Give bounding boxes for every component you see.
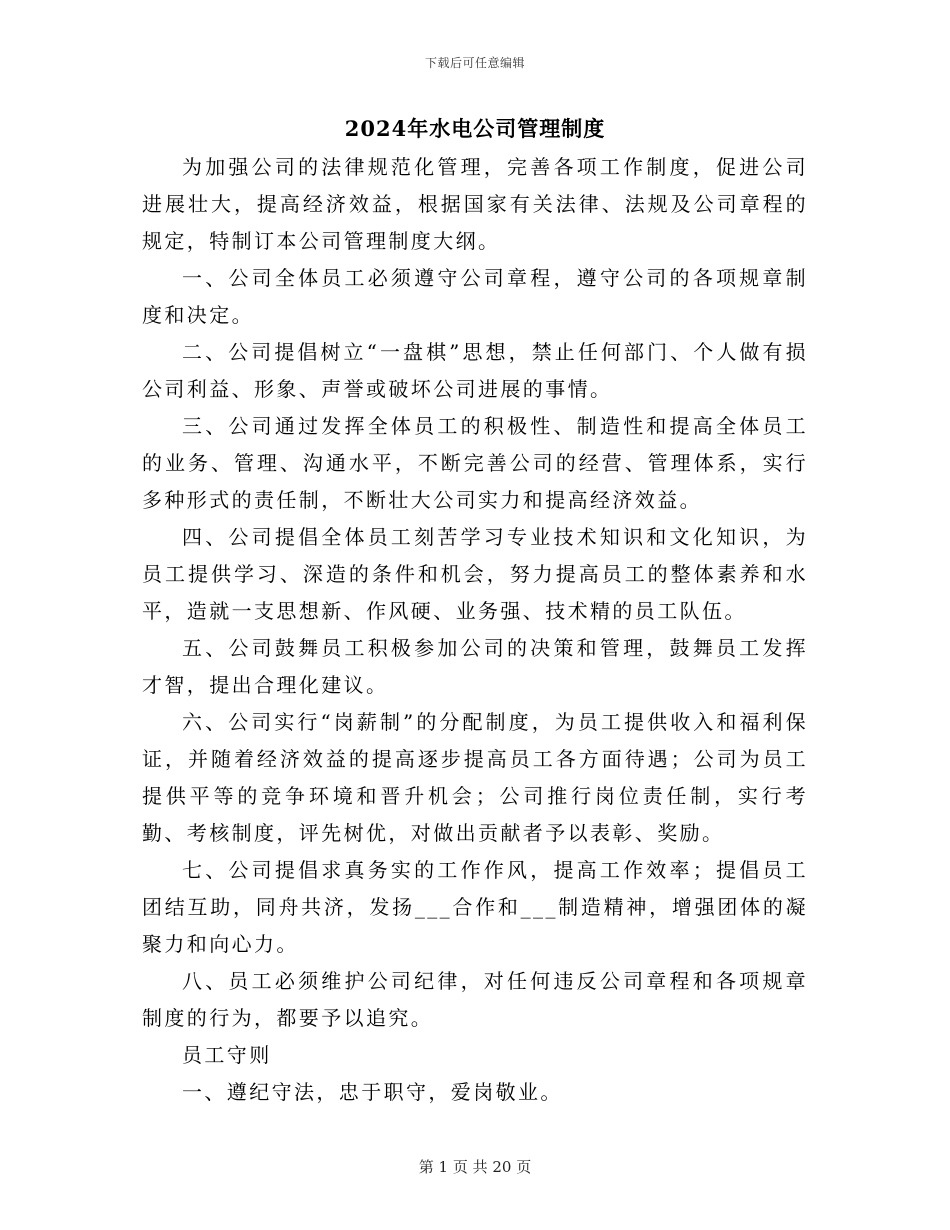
clause-7-paragraph: 七、公司提倡求真务实的工作作风，提高工作效率；提倡员工团结互助，同舟共济，发扬___合作和___制造精神，增强团体的凝聚力和向心力。 [142, 858, 808, 956]
clause-2-paragraph: 二、公司提倡树立“一盘棋”思想，禁止任何部门、个人做有损公司利益、形象、声誉或破坏公司进展的事情。 [142, 340, 808, 401]
clause-4-paragraph: 四、公司提倡全体员工刻苦学习专业技术知识和文化知识，为员工提供学习、深造的条件和机会，努力提高员工的整体素养和水平，造就一支思想新、作风硬、业务强、技术精的员工队伍。 [142, 525, 808, 623]
intro-paragraph: 为加强公司的法律规范化管理，完善各项工作制度，促进公司进展壮大，提高经济效益，根据国家有关法律、法规及公司章程的规定，特制订本公司管理制度大纲。 [142, 155, 808, 253]
section-heading-employee-rules: 员工守则 [182, 1043, 272, 1067]
document-title: 2024年水电公司管理制度 [344, 116, 606, 141]
clause-5-paragraph: 五、公司鼓舞员工积极参加公司的决策和管理，鼓舞员工发挥才智，提出合理化建议。 [142, 636, 808, 697]
clause-1-paragraph: 一、公司全体员工必须遵守公司章程，遵守公司的各项规章制度和决定。 [142, 266, 808, 327]
header-note: 下载后可任意编辑 [424, 56, 525, 70]
clause-8-paragraph: 八、员工必须维护公司纪律，对任何违反公司章程和各项规章制度的行为，都要予以追究。 [142, 969, 808, 1030]
clause-3-paragraph: 三、公司通过发挥全体员工的积极性、制造性和提高全体员工的业务、管理、沟通水平，不断完善公司的经营、管理体系，实行多种形式的责任制，不断壮大公司实力和提高经济效益。 [142, 414, 808, 512]
clause-6-paragraph: 六、公司实行“岗薪制”的分配制度，为员工提供收入和福利保证，并随着经济效益的提高逐步提高员工各方面待遇；公司为员工提供平等的竞争环境和晋升机会；公司推行岗位责任制，实行考勤、考核制度，评先树优，对做出贡献者予以表彰、奖励。 [142, 710, 808, 845]
document-body [142, 149, 808, 1111]
page-number-footer: 第 1 页 共 20 页 [418, 1158, 532, 1176]
rule-1-paragraph: 一、遵纪守法，忠于职守，爱岗敬业。 [182, 1080, 563, 1104]
